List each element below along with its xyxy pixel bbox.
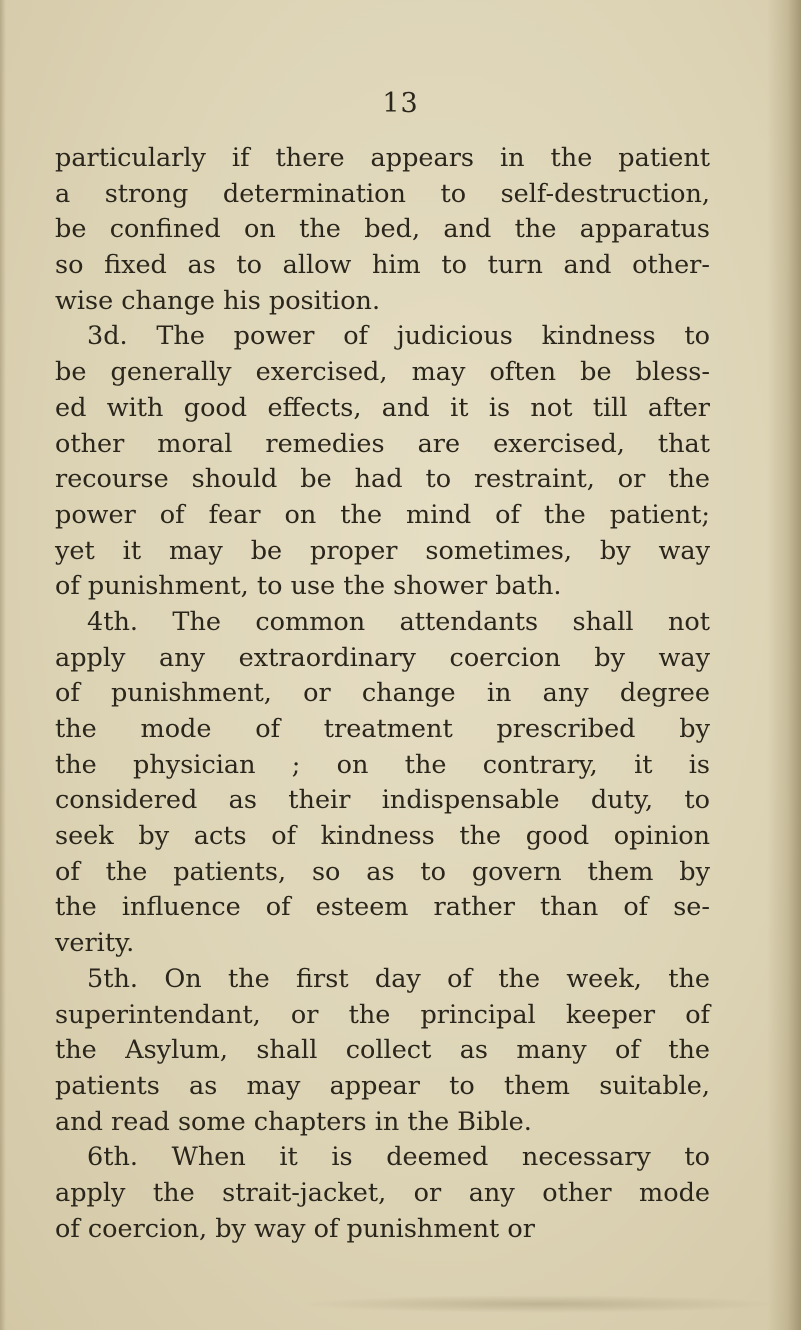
text-line: 3d. The power of judicious kindness to	[87, 321, 710, 352]
text-line: seek by acts of kindness the good opinion	[55, 821, 710, 852]
text-line: of coercion, by way of punishment or	[55, 1213, 535, 1244]
text-line: particularly if there appears in the patient	[55, 143, 710, 173]
text-line: the influence of esteem rather than of se-	[55, 892, 710, 923]
text-line: wise change his position.	[55, 285, 381, 316]
text-line: apply the strait-jacket, or any other mode	[55, 1177, 710, 1208]
text-line: 4th. The common attendants shall not	[87, 606, 710, 637]
text-line: power of fear on the mind of the patient;	[55, 499, 710, 530]
text-line: verity.	[55, 928, 135, 959]
body-text	[55, 141, 710, 1247]
text-line: be confined on the bed, and the apparatus	[55, 214, 710, 245]
page-smudge	[300, 1295, 780, 1313]
text-line: of punishment, to use the shower bath.	[55, 571, 562, 602]
text-line: other moral remedies are exercised, that	[55, 428, 710, 459]
text-line: 6th. When it is deemed necessary to	[87, 1142, 710, 1173]
text-line: of punishment, or change in any degree	[55, 678, 710, 709]
text-line: superintendant, or the principal keeper of	[55, 999, 710, 1030]
text-line: and read some chapters in the Bible.	[55, 1106, 532, 1137]
text-line: the physician ; on the contrary, it is	[55, 749, 710, 780]
page-number: 13	[382, 88, 419, 119]
text-line: patients as may appear to them suitable,	[55, 1070, 710, 1101]
page-left-edge	[0, 0, 6, 1330]
text-line: recourse should be had to restraint, or the	[55, 464, 710, 495]
text-line: considered as their indispensable duty, to	[55, 785, 710, 816]
text-line: apply any extraordinary coercion by way	[55, 642, 710, 673]
text-line: the mode of treatment prescribed by	[55, 714, 710, 744]
text-line: of the patients, so as to govern them by	[55, 856, 710, 887]
page-right-edge	[767, 0, 801, 1330]
text-line: ed with good effects, and it is not till after	[55, 392, 710, 423]
text-line: a strong determination to self-destruction,	[55, 178, 710, 209]
text-line: be generally exercised, may often be bless-	[55, 357, 710, 388]
text-line: yet it may be proper sometimes, by way	[55, 535, 710, 566]
text-line: so fixed as to allow him to turn and other-	[55, 250, 710, 281]
text-line: 5th. On the first day of the week, the	[87, 963, 710, 994]
text-line: the Asylum, shall collect as many of the	[55, 1035, 710, 1066]
